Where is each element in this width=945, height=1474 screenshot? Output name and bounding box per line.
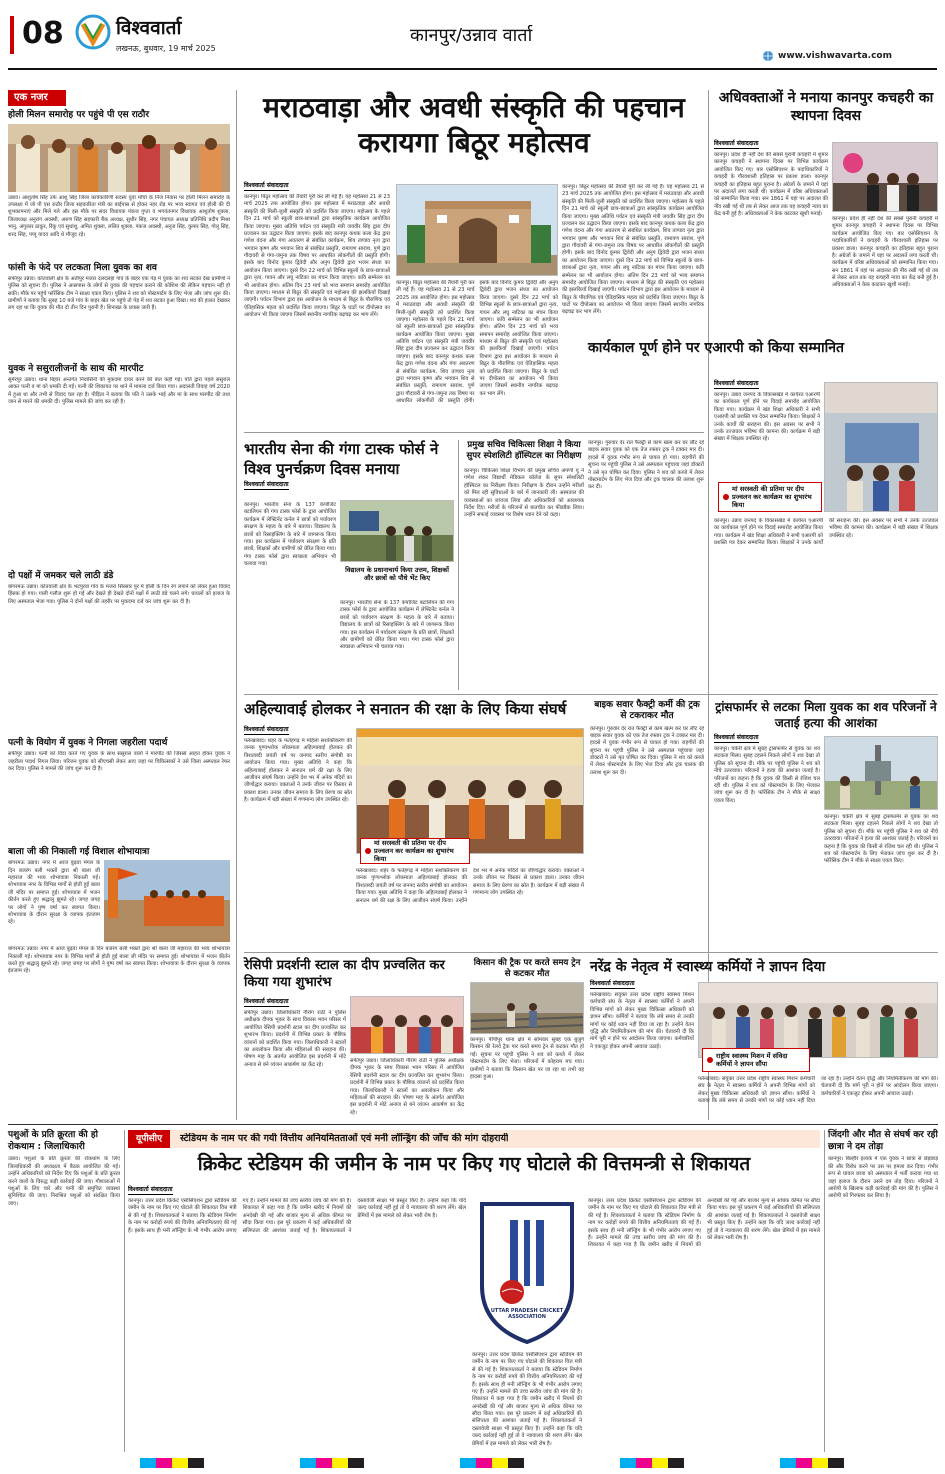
s1-body: उन्नाव। आशुतोष सिंह उर्फ आशु सिंह जिला कार्यकारिणी सदस्य युवा मोर्चा के निज निवास पर होली मिलन समारोह के उपलक्ष्य में जो पी एस राठौर जिला सहकारिता मंत्री का बाईपास से होकर नहर रोड़ पर भव्य स्वागत एवं होली की दी शुभकामनाएं और मिले गले और इस मौके पर सदर विधायक पंकज गुप्ता व भगवंतनगर विधायक आशुतोष शुक्ला, जिलाध्यक्ष अनुराग अवस्थी, अरुण सिंह सहकारी बैंक अध्यक्ष, सुधीर सिंह, नगर पंचायत अध्यक्ष प्रतिनिधि प्रदीप मिश्रा भानु, अंगुल्तर ठाकुर, रिंकू एवं सुधांशु, अमित शुक्ला, ललित शुक्ला, पंकज अवस्थी, अनुज सिंह, कुमार सिंह, गोलू सिंह, शरद सिंह, पप्पू यादव आदि थे मौजूद रहे। (8, 194, 230, 238)
stall-byline: विश्ववार्ता संवाददाता (244, 998, 289, 1007)
caption-bullet-icon (707, 1057, 713, 1063)
holkar-photo (356, 728, 584, 854)
army-photo (340, 500, 454, 562)
holkar-caption: मां सरस्वती की प्रतिमा पर दीप प्रज्वलन कर कार्यक्रम का शुभारंभ किया (360, 838, 470, 864)
cricket-body-left: कानपुर। उत्तर प्रदेश क्रिकेट एसोसिएशन द्वारा स्टेडियम की जमीन के नाम पर किए गए घोटाले की शिकायत वित्त मंत्री से की गई है। शिकायतकर्ता ने बताया कि स्टेडियम निर्माण के नाम पर करोड़ों रुपये की वित्तीय अनियमितताएं की गई हैं। इसके साथ ही मनी लॉन्ड्रिंग के भी गंभीर आरोप लगाए गए हैं। उन्होंने मामले की उच्च स्तरीय जांच की मांग की है। शिकायत में कहा गया है कि जमीन खरीद में नियमों की अनदेखी की गई और बाजार मूल्य से अधिक कीमत पर सौदा किया गया। इस पूरे प्रकरण में कई अधिकारियों की संलिप्तता की आशंका जताई गई है। शिकायतकर्ता ने दस्तावेजी साक्ष्य भी प्रस्तुत किए हैं। उन्होंने कहा कि यदि जल्द कार्रवाई नहीं हुई तो वे न्यायालय की शरण लेंगे। खेल प्रेमियों में इस मामले को लेकर भारी रोष है। (128, 1198, 466, 1234)
masthead (0, 0, 945, 80)
s5-body: सफीपुर उन्नाव। पत्नी को विदा करने गए युवक के साथ ससुराल वालों ने मारपीट की जिससे आहत होकर युवक ने जहरीला पदार्थ निगल लिया। परिजन युवक को सीएचसी लेकर आए जहां पर चिकित्सकों ने उसे जिला अस्पताल रेफर कर दिया। पुलिस ने मामले की जांच शुरू कर दी है। (8, 751, 230, 772)
brand-name: विश्ववार्ता (116, 17, 182, 39)
truck-body-top: कानपुर। गुरुवार देर रात फैक्ट्री से काम खत्म कर घर लौट रहे बाइक सवार युवक को एक तेज रफ्तार ट्रक ने टक्कर मार दी। हादसे में युवक गंभीर रूप से घायल हो गया। राहगीरों की सूचना पर पहुंची पुलिस ने उसे अस्पताल पहुंचाया जहां डॉक्टरों ने उसे मृत घोषित कर दिया। पुलिस ने शव को कब्जे में लेकर पोस्टमार्टम के लिए भेज दिया और ट्रक चालक की तलाश शुरू कर दी। (588, 440, 704, 491)
truck-story-top (588, 440, 704, 690)
lead-body-col3: कानपुर। बिठूर महोत्सव की तैयारी पूरी कर ली गई हैं। यह महोत्सव 21 से 23 मार्च 2025 तक आयोजित होगा। इस महोत्सव में मराठवाड़ा और अवधी संस्कृति की मिली-जुली संस्कृति को प्रदर्शित किया जाएगा। महोत्सव के पहले दिन 21 मार्च को स्कूली छात्र-छात्राओं द्वारा सांस्कृतिक कार्यक्रम आयोजित किया जाएगा। मुख्य अतिथि पर्यटन एवं संस्कृति मंत्री जयवीर सिंह द्वारा दीप प्रज्वलन कर उद्घाटन किया जाएगा। इसके बाद कानपुर कथक कला केंद्र द्वारा गणेश वंदना और गंगा अवतरण से संबंधित कार्यक्रम, शिव ताण्डव नृत्य द्वारा भगवान कृष्ण और भगवान शिव से संबंधित प्रस्तुति, रामायण सारांश, पुणे द्वारा गौदावरी से गंगा-जमुना तक विषय पर आधारित लोकगीतों की प्रस्तुति होगी। इसके बाद विनोद कुमार द्विवेदी और अनुप द्विवेदी द्वारा भजन संध्या का आयोजन किया जाएगा। दूसरे दिन 22 मार्च को विभिन्न स्कूलों के छात्र-छात्राओं द्वारा नृत्य, गायन और लघु नाटिका का मंचन किया जाएगा। कवि सम्मेलन का भी आयोजन होगा। अंतिम दिन 23 मार्च को भव्य समापन समारोह आयोजित किया जाएगा। माध्यम से बिठूर की संस्कृति एवं महोत्सव की झलकियाँ दिखाई जाएंगी। पर्यटन विभाग द्वारा इस आयोजन के माध्यम से बिठूर के पौराणिक एवं ऐतिहासिक महत्व को प्रदर्शित किया जाएगा। बिठूर के घाटों पर दीपोत्सव का आयोजन भी किया जाएगा जिसमें स्थानीय नागरिक बढ़चढ़ कर भाग लेंगे। (562, 184, 704, 316)
transformer-title: ट्रांसफार्मर से लटका मिला युवक का शव परिजनों ने जताई हत्या की आशंका (715, 700, 937, 730)
health-title: नरेंद्र के नेतृत्व में स्वास्थ्य कर्मियों ने ज्ञापन दिया (590, 959, 826, 975)
lead-photo (396, 184, 558, 276)
cricket-body-right: कानपुर। उत्तर प्रदेश क्रिकेट एसोसिएशन द्वारा स्टेडियम की जमीन के नाम पर किए गए घोटाले की शिकायत वित्त मंत्री से की गई है। शिकायतकर्ता ने बताया कि स्टेडियम निर्माण के नाम पर करोड़ों रुपये की वित्तीय अनियमितताएं की गई हैं। इसके साथ ही मनी लॉन्ड्रिंग के भी गंभीर आरोप लगाए गए हैं। उन्होंने मामले की उच्च स्तरीय जांच की मांग की है। शिकायत में कहा गया है कि जमीन खरीद में नियमों की अनदेखी की गई और बाजार मूल्य से अधिक कीमत पर सौदा किया गया। इस पूरे प्रकरण में कई अधिकारियों की संलिप्तता की आशंका जताई गई है। शिकायतकर्ता ने दस्तावेजी साक्ष्य भी प्रस्तुत किए हैं। उन्होंने कहा कि यदि जल्द कार्रवाई नहीं हुई तो वे न्यायालय की शरण लेंगे। खेल प्रेमियों में इस मामले को लेकर भारी रोष है। (588, 1198, 820, 1249)
color-strip (140, 1458, 204, 1468)
adhivakta-byline: विश्ववार्ता संवाददाता (714, 140, 759, 149)
farmer-title: किसान की ट्रैक पर करते समय ट्रेन से कटकर मौत (473, 958, 581, 980)
s4-title: दो पक्षों में जमकर चले लाठी डंडे (8, 570, 114, 581)
s3-title: युवक ने ससुरालीजनों के साथ की मारपीट (8, 363, 144, 374)
animal-body: उन्नाव। पशुओं के प्रति क्रूरता की रोकथाम के लिए जिलाधिकारी की अध्यक्षता में बैठक आयोजित की गई। उन्होंने अधिकारियों को निर्देश दिए कि पशुओं के प्रति क्रूरता करने वालों के विरुद्ध कड़ी कार्रवाई की जाए। गौशालाओं में पशुओं के लिए चारे और पानी की समुचित व्यवस्था सुनिश्चित की जाए। निराश्रित पशुओं को संरक्षित किया जाए। (8, 1156, 120, 1207)
army-caption: विद्यालय के प्रधानाचार्य किया उत्तम, शिक्षकों और छात्रों को पौधे भेंट किए (345, 566, 449, 583)
color-strip (620, 1458, 684, 1468)
health-body-lower: फर्रुखाबाद। संयुक्त उत्तर प्रदेश राष्ट्रीय स्वास्थ्य मिशन कर्मचारी संघ के नेतृत्व में स्वास्थ्य कर्मियों ने अपनी विभिन्न मांगों को लेकर मुख्य चिकित्सा अधिकारी को ज्ञापन सौंपा। कर्मियों ने बताया कि लंबे समय से उनकी मांगों पर कोई ध्यान नहीं दिया जा रहा है। उन्होंने वेतन वृद्धि और नियमितीकरण की मांग की। चेतावनी दी कि मांगें पूरी न होने पर आंदोलन किया जाएगा। कर्मचारियों ने एकजुट होकर अपनी आवाज उठाई। (698, 1076, 938, 1105)
transformer-story (714, 700, 938, 950)
stall-body-col2: सफीपुर उन्नाव। जिलाधिकारी गौरांग राठी ने पुलिस अधीक्षक दीपक भूकर के साथ विकास भवन परिसर में आयोजित रेसिपी प्रदर्शनी स्टाल का दीप प्रज्वलित कर शुभारंभ किया। प्रदर्शनी में विभिन्न प्रकार के पौष्टिक व्यंजनों को प्रदर्शित किया गया। जिलाधिकारी ने स्टालों का अवलोकन किया और महिलाओं की सराहना की। पोषण माह के अंतर्गत आयोजित इस प्रदर्शनी में मोटे अनाज से बने व्यंजन आकर्षण का केंद्र रहे। (350, 1058, 464, 1116)
health-photo (698, 982, 938, 1058)
lead-title: मराठवाड़ा और अवधी संस्कृति की पहचान करायगा बिठूर महोत्सव (263, 91, 685, 159)
farmer-story (470, 958, 584, 1118)
arp-body: कानपुर। उन्नाव जनपद के विकासखंड में कार्यरत एआरपी का कार्यकाल पूर्ण होने पर विदाई समारोह आयोजित किया गया। कार्यक्रम में खंड शिक्षा अधिकारी ने सभी एआरपी को प्रशस्ति पत्र देकर सम्मानित किया। शिक्षकों ने उनके कार्यों की सराहना की। इस अवसर पर सभी ने उनके उज्जवल भविष्य की कामना की। कार्यक्रम में बड़ी संख्या में शिक्षक उपस्थित रहे। (714, 392, 820, 443)
s3-body: सुमेरपुर उन्नाव। थाना बिहार अन्तर्गत निवासिनी की मुकदमा दायर करने की बात कही गई। पति द्वारा पहले ससुराल आकर पत्नी व मां को धमकी दी गई। पत्नी की शिकायत पर थाने में मामला दर्ज किया गया। अदालती विवाह वर्ष 2020 में हुआ था और तभी से विवाद चल रहा है। पीड़िता ने बताया कि पति ने उसके भाई और मां के साथ मारपीट की तथा जान से मारने की धमकी दी। पुलिस मामले की जांच कर रही है। (8, 376, 230, 406)
holkar-body-lower: फर्रुखाबाद। शहर के फतेहगढ़ में महिला सशक्तिकरण की जनक पुण्यश्लोक लोकमाता अहिल्याबाई होलकर की त्रिशताब्दी जयंती वर्ष पर जनपद स्तरीय संगोष्ठी का आयोजन किया गया। मुख्य अतिथि ने कहा कि अहिल्याबाई होलकर ने सनातन धर्म की रक्षा के लिए आजीवन संघर्ष किया। उन्होंने देश भर में अनेक मंदिरों का जीर्णोद्धार कराया। वक्ताओं ने उनके जीवन पर विस्तार से प्रकाश डाला। उनका जीवन समाज के लिए प्रेरणा का स्रोत है। कार्यक्रम में बड़ी संख्या में गणमान्य लोग उपस्थित रहे। (356, 868, 584, 904)
page-number: 08 (22, 16, 64, 51)
transformer-body: कानपुर। चकेरी क्षेत्र में सुबह ट्रांसफार्मर से युवक का शव लटकता मिला। सुबह टहलने निकले लोगों ने शव देखा तो पुलिस को सूचना दी। मौके पर पहुंची पुलिस ने शव को नीचे उतरवाया। परिजनों ने हत्या की आशंका जताई है। परिजनों का कहना है कि युवक की किसी से रंजिश चल रही थी। पुलिस ने शव को पोस्टमार्टम के लिए भेजकर जांच शुरू कर दी है। फॉरेंसिक टीम ने मौके से साक्ष्य एकत्र किए। (714, 746, 820, 804)
health-caption: राष्ट्रीय स्वास्थ्य मिशन में संविदा कर्मियों ने ज्ञापन सौंपा (702, 1048, 810, 1072)
army-body-col2: कानपुर। भारतीय सेना के 137 कंपोजिट बटालियन की गंगा टास्क फोर्स के द्वारा आयोजित कार्यक्रम में लेफ्टिनेंट कर्नल ने छात्रों को पर्यावरण संरक्षण के महत्व के बारे में बताया। विद्यालय के छात्रों को रिसाइक्लिंग के बारे में जागरूक किया गया। इस कार्यक्रम में पर्यावरण संरक्षण के प्रति छात्रों, शिक्षकों और ग्रामीणों को प्रेरित किया गया। गंगा टास्क फोर्स द्वारा स्वच्छता अभियान भी चलाया गया। (340, 600, 454, 651)
color-strip (460, 1458, 524, 1468)
arp-byline: विश्ववार्ता संवाददाता (714, 380, 759, 389)
website-link[interactable]: www.vishwavarta.com (778, 51, 892, 61)
stall-photo (350, 996, 464, 1054)
cricket-title: क्रिकेट स्टेडियम की जमीन के नाम पर किए गए घोटाले की वित्तमन्त्री से शिकायत (197, 1153, 751, 1175)
transformer-body-col2: कानपुर। चकेरी क्षेत्र में सुबह ट्रांसफार्मर से युवक का शव लटकता मिला। सुबह टहलने निकले लोगों ने शव देखा तो पुलिस को सूचना दी। मौके पर पहुंची पुलिस ने शव को नीचे उतरवाया। परिजनों ने हत्या की आशंका जताई है। परिजनों का कहना है कि युवक की किसी से रंजिश चल रही थी। पुलिस ने शव को पोस्टमार्टम के लिए भेजकर जांच शुरू कर दी है। फॉरेंसिक टीम ने मौके से साक्ष्य एकत्र किए। (824, 814, 938, 865)
adhivakta-body-col2: कानपुर। प्रदेश ही नहीं देश की सबसे पुरानी कचहरी में शुमार कानपुर कचहरी ने स्थापना दिवस पर विभिन्न कार्यक्रम आयोजित किए गए। बार एसोसिएशन के पदाधिकारियों ने कचहरी के गौरवशाली इतिहास पर प्रकाश डाला। कानपुर कचहरी का इतिहास बहुत पुराना है। अंग्रेजों के जमाने में यहां पर अदालतें लगा करती थीं। कार्यक्रम में वरिष्ठ अधिवक्ताओं को सम्मानित किया गया। सन 1861 में यहां पर अदालत की नींव रखी गई थी तब से लेकर आज तक यह कचहरी न्याय का केंद्र बनी हुई है। अधिवक्ताओं ने केक काटकर खुशी मनाई। (832, 216, 938, 289)
animal-story (8, 1130, 120, 1452)
army-title: भारतीय सेना की गंगा टास्क फोर्स ने विश्व पुनर्चक्रण दिवस मनाया (244, 440, 439, 478)
section-title: कानपुर/उन्नाव वार्ता (410, 25, 533, 46)
army-body: कानपुर। भारतीय सेना के 137 कंपोजिट बटालियन की गंगा टास्क फोर्स के द्वारा आयोजित कार्यक्रम में लेफ्टिनेंट कर्नल ने छात्रों को पर्यावरण संरक्षण के महत्व के बारे में बताया। विद्यालय के छात्रों को रिसाइक्लिंग के बारे में जागरूक किया गया। इस कार्यक्रम में पर्यावरण संरक्षण के प्रति छात्रों, शिक्षकों और ग्रामीणों को प्रेरित किया गया। गंगा टास्क फोर्स द्वारा स्वच्छता अभियान भी चलाया गया। (244, 502, 336, 567)
holkar-title: अहिल्यावाई होलकर ने सनातन की रक्षा के लिए किया संघर्ष (244, 700, 567, 718)
health-byline: विश्ववार्ता संवाददाता (590, 980, 635, 989)
cricket-byline: विश्ववार्ता संवाददाता (128, 1186, 173, 1195)
ek-nazar-label: एक नजर (8, 90, 66, 106)
dateline: लखनऊ, बुधवार, 19 मार्च 2025 (116, 44, 216, 53)
adhivakta-story (714, 90, 938, 334)
health-body: फर्रुखाबाद। संयुक्त उत्तर प्रदेश राष्ट्रीय स्वास्थ्य मिशन कर्मचारी संघ के नेतृत्व में स्वास्थ्य कर्मियों ने अपनी विभिन्न मांगों को लेकर मुख्य चिकित्सा अधिकारी को ज्ञापन सौंपा। कर्मियों ने बताया कि लंबे समय से उनकी मांगों पर कोई ध्यान नहीं दिया जा रहा है। उन्होंने वेतन वृद्धि और नियमितीकरण की मांग की। चेतावनी दी कि मांगें पूरी न होने पर आंदोलन किया जाएगा। कर्मचारियों ने एकजुट होकर अपनी आवाज उठाई। (590, 992, 694, 1050)
farmer-photo (470, 982, 584, 1034)
stall-title: रेसिपी प्रदर्शनी स्टाल का दीप प्रज्वलित कर किया गया शुभारंभ (244, 958, 445, 990)
caption-bullet-icon (365, 848, 371, 854)
caption-bullet-icon (723, 494, 729, 500)
upca-strip (128, 1130, 820, 1148)
globe-icon (762, 50, 774, 65)
color-strip (300, 1458, 364, 1468)
lead-body-col2: कानपुर। बिठूर महोत्सव की तैयारी पूरी कर ली गई हैं। यह महोत्सव 21 से 23 मार्च 2025 तक आयोजित होगा। इस महोत्सव में मराठवाड़ा और अवधी संस्कृति की मिली-जुली संस्कृति को प्रदर्शित किया जाएगा। महोत्सव के पहले दिन 21 मार्च को स्कूली छात्र-छात्राओं द्वारा सांस्कृतिक कार्यक्रम आयोजित किया जाएगा। मुख्य अतिथि पर्यटन एवं संस्कृति मंत्री जयवीर सिंह द्वारा दीप प्रज्वलन कर उद्घाटन किया जाएगा। इसके बाद कानपुर कथक कला केंद्र द्वारा गणेश वंदना और गंगा अवतरण से संबंधित कार्यक्रम, शिव ताण्डव नृत्य द्वारा भगवान कृष्ण और भगवान शिव से संबंधित प्रस्तुति, रामायण सारांश, पुणे द्वारा गौदावरी से गंगा-जमुना तक विषय पर आधारित लोकगीतों की प्रस्तुति होगी। इसके बाद विनोद कुमार द्विवेदी और अनुप द्विवेदी द्वारा भजन संध्या का आयोजन किया जाएगा। दूसरे दिन 22 मार्च को विभिन्न स्कूलों के छात्र-छात्राओं द्वारा नृत्य, गायन और लघु नाटिका का मंचन किया जाएगा। कवि सम्मेलन का भी आयोजन होगा। अंतिम दिन 23 मार्च को भव्य समापन समारोह आयोजित किया जाएगा। माध्यम से बिठूर की संस्कृति एवं महोत्सव की झलकियाँ दिखाई जाएंगी। पर्यटन विभाग द्वारा इस आयोजन के माध्यम से बिठूर के पौराणिक एवं ऐतिहासिक महत्व को प्रदर्शित किया जाएगा। बिठूर के घाटों पर दीपोत्सव का आयोजन भी किया जाएगा जिसमें स्थानीय नागरिक बढ़चढ़ कर भाग लेंगे। (396, 280, 558, 404)
animal-title: पशुओं के प्रति क्रूरता की हो रोकथाम : जिलाधिकारी (8, 1130, 98, 1152)
upca-label: यूपीसीए (128, 1130, 170, 1148)
stall-body: सफीपुर उन्नाव। जिलाधिकारी गौरांग राठी ने पुलिस अधीक्षक दीपक भूकर के साथ विकास भवन परिसर में आयोजित रेसिपी प्रदर्शनी स्टाल का दीप प्रज्वलित कर शुभारंभ किया। प्रदर्शनी में विभिन्न प्रकार के पौष्टिक व्यंजनों को प्रदर्शित किया गया। जिलाधिकारी ने स्टालों का अवलोकन किया और महिलाओं की सराहना की। पोषण माह के अंतर्गत आयोजित इस प्रदर्शनी में मोटे अनाज से बने व्यंजन आकर्षण का केंद्र रहे। (244, 1010, 346, 1068)
hospital-title: प्रमुख सचिव चिकित्सा शिक्षा ने किया सुपर स्पेशलिटी हॉस्पिटल का निरीक्षण (466, 440, 582, 462)
s6-body-continued: बांगरमऊ उन्नाव। नगर में आज बुढ़वा मंगल के दिन बजरंग बली भक्तों द्वारा श्री बाला जी महाराज की भव्य शोभायात्रा निकाली गई। शोभायात्रा नगर के विभिन्न मार्गों से होती हुई बाला जी मंदिर पर समाप्त हुई। शोभायात्रा में भजन कीर्तन करते हुए श्रद्धालु झूमते रहे। जगह जगह पर लोगों ने पुष्प वर्षा कर स्वागत किया। शोभायात्रा के दौरान सुरक्षा के व्यापक इंतजाम रहे। (8, 946, 230, 975)
s1-title: होली मिलन समारोह पर पहुंचे पी एस राठौर (8, 109, 150, 120)
upca-logo-text: UTTAR PRADESH CRICKET ASSOCIATION (490, 1308, 564, 1320)
farmer-body: कानपुर। पीपीपुर थाना क्षेत्र में सोमवार सुबह एक बुजुर्ग किसान की रेलवे ट्रैक पार करते समय ट्रेन से कटकर मौत हो गई। सूचना पर पहुंची पुलिस ने शव को कब्जे में लेकर पोस्टमार्टम के लिए भेजा। परिजनों में कोहराम मच गया। ग्रामीणों ने बताया कि किसान खेत पर जा रहा था तभी यह हादसा हुआ। (470, 1037, 584, 1080)
upca-kicker: स्टेडियम के नाम पर की गयी वित्तीय अनियमितताओं एवं मनी लॉन्ड्रिंग की जाँच की मांग दोहरायी (180, 1132, 509, 1144)
arp-photo (824, 382, 938, 512)
s5-title: पत्नी के वियोग में युवक ने निगला जहरीला पदार्थ (8, 738, 168, 749)
life-story (828, 1130, 938, 1452)
health-story (590, 958, 938, 1118)
s2-title: फांसी के फंदे पर लटकता मिला युवक का शव (8, 262, 157, 273)
color-strip (780, 1458, 844, 1468)
lead-byline: विश्ववार्ता संवाददाता (244, 182, 289, 191)
s1-photo (8, 124, 230, 192)
lead-body-col1: कानपुर। बिठूर महोत्सव की तैयारी पूरी कर ली गई हैं। यह महोत्सव 21 से 23 मार्च 2025 तक आयोजित होगा। इस महोत्सव में मराठवाड़ा और अवधी संस्कृति की मिली-जुली संस्कृति को प्रदर्शित किया जाएगा। महोत्सव के पहले दिन 21 मार्च को स्कूली छात्र-छात्राओं द्वारा सांस्कृतिक कार्यक्रम आयोजित किया जाएगा। मुख्य अतिथि पर्यटन एवं संस्कृति मंत्री जयवीर सिंह द्वारा दीप प्रज्वलन कर उद्घाटन किया जाएगा। इसके बाद कानपुर कथक कला केंद्र द्वारा गणेश वंदना और गंगा अवतरण से संबंधित कार्यक्रम, शिव ताण्डव नृत्य द्वारा भगवान कृष्ण और भगवान शिव से संबंधित प्रस्तुति, रामायण सारांश, पुणे द्वारा गौदावरी से गंगा-जमुना तक विषय पर आधारित लोकगीतों की प्रस्तुति होगी। इसके बाद विनोद कुमार द्विवेदी और अनुप द्विवेदी द्वारा भजन संध्या का आयोजन किया जाएगा। दूसरे दिन 22 मार्च को विभिन्न स्कूलों के छात्र-छात्राओं द्वारा नृत्य, गायन और लघु नाटिका का मंचन किया जाएगा। कवि सम्मेलन का भी आयोजन होगा। अंतिम दिन 23 मार्च को भव्य समापन समारोह आयोजित किया जाएगा। माध्यम से बिठूर की संस्कृति एवं महोत्सव की झलकियाँ दिखाई जाएंगी। पर्यटन विभाग द्वारा इस आयोजन के माध्यम से बिठूर के पौराणिक एवं ऐतिहासिक महत्व को प्रदर्शित किया जाएगा। बिठूर के घाटों पर दीपोत्सव का आयोजन भी किया जाएगा जिसमें स्थानीय नागरिक बढ़चढ़ कर भाग लेंगे। (244, 194, 390, 318)
s2-body: सफीपुर उन्नाव। कोतवाली क्षेत्र के अतीपुर मजरा दलदलहा गांव के बाहर एक पेड़ में युवक का शव लटका देख ग्रामीणों ने पुलिस को सूचना दी। पुलिस ने आसपास के लोगों से युवक की पहचान कराने की कोशिश की लेकिन पहचान नहीं हो सकी। मौके पर पहुंचे फॉरेंसिक टीम ने साक्ष्य एकत्र किए। पुलिस ने शव को पोस्टमार्टम के लिए भेजा और जांच शुरू की। ग्रामीणों ने बताया कि सुबह 10 बजे गांव के बाहर खेत पर पहुंचे तो पेड़ में शव लटका हुआ दिखा। शव की हालत देखकर लग रहा था कि युवक की मौत दो तीन दिन पुरानी है। शिनाख्त के प्रयास जारी हैं। (8, 275, 230, 312)
s6-body: बांगरमऊ उन्नाव। नगर में आज बुढ़वा मंगल के दिन बजरंग बली भक्तों द्वारा श्री बाला जी महाराज की भव्य शोभायात्रा निकाली गई। शोभायात्रा नगर के विभिन्न मार्गों से होती हुई बाला जी मंदिर पर समाप्त हुई। शोभायात्रा में भजन कीर्तन करते हुए श्रद्धालु झूमते रहे। जगह जगह पर लोगों ने पुष्प वर्षा कर स्वागत किया। शोभायात्रा के दौरान सुरक्षा के व्यापक इंतजाम रहे। (8, 860, 100, 926)
truck-body: कानपुर। गुरुवार देर रात फैक्ट्री से काम खत्म कर घर लौट रहे बाइक सवार युवक को एक तेज रफ्तार ट्रक ने टक्कर मार दी। हादसे में युवक गंभीर रूप से घायल हो गया। राहगीरों की सूचना पर पहुंची पुलिस ने उसे अस्पताल पहुंचाया जहां डॉक्टरों ने उसे मृत घोषित कर दिया। पुलिस ने शव को कब्जे में लेकर पोस्टमार्टम के लिए भेज दिया और ट्रक चालक की तलाश शुरू कर दी। (590, 725, 704, 776)
transformer-photo (824, 736, 938, 810)
arp-caption: मां सरस्वती की प्रतिमा पर दीप प्रज्वलन कर कार्यक्रम का शुभारंभ किया (718, 482, 822, 512)
lead-story (244, 88, 704, 428)
brand-logo-icon (75, 14, 111, 53)
army-byline: विश्ववार्ता संवाददाता (244, 481, 289, 490)
adhivakta-body: कानपुर। प्रदेश ही नहीं देश की सबसे पुरानी कचहरी में शुमार कानपुर कचहरी ने स्थापना दिवस पर विभिन्न कार्यक्रम आयोजित किए गए। बार एसोसिएशन के पदाधिकारियों ने कचहरी के गौरवशाली इतिहास पर प्रकाश डाला। कानपुर कचहरी का इतिहास बहुत पुराना है। अंग्रेजों के जमाने में यहां पर अदालतें लगा करती थीं। कार्यक्रम में वरिष्ठ अधिवक्ताओं को सम्मानित किया गया। सन 1861 में यहां पर अदालत की नींव रखी गई थी तब से लेकर आज तक यह कचहरी न्याय का केंद्र बनी हुई है। अधिवक्ताओं ने केक काटकर खुशी मनाई। (714, 152, 828, 217)
truck-story (590, 700, 704, 950)
holkar-story (244, 700, 584, 950)
arp-body-lower: कानपुर। उन्नाव जनपद के विकासखंड में कार्यरत एआरपी का कार्यकाल पूर्ण होने पर विदाई समारोह आयोजित किया गया। कार्यक्रम में खंड शिक्षा अधिकारी ने सभी एआरपी को प्रशस्ति पत्र देकर सम्मानित किया। शिक्षकों ने उनके कार्यों की सराहना की। इस अवसर पर सभी ने उनके उज्जवल भविष्य की कामना की। कार्यक्रम में बड़ी संख्या में शिक्षक उपस्थित रहे। (714, 518, 938, 547)
adhivakta-photo (832, 142, 938, 212)
cricket-body-under-logo: कानपुर। उत्तर प्रदेश क्रिकेट एसोसिएशन द्वारा स्टेडियम की जमीन के नाम पर किए गए घोटाले की शिकायत वित्त मंत्री से की गई है। शिकायतकर्ता ने बताया कि स्टेडियम निर्माण के नाम पर करोड़ों रुपये की वित्तीय अनियमितताएं की गई हैं। इसके साथ ही मनी लॉन्ड्रिंग के भी गंभीर आरोप लगाए गए हैं। उन्होंने मामले की उच्च स्तरीय जांच की मांग की है। शिकायत में कहा गया है कि जमीन खरीद में नियमों की अनदेखी की गई और बाजार मूल्य से अधिक कीमत पर सौदा किया गया। इस पूरे प्रकरण में कई अधिकारियों की संलिप्तता की आशंका जताई गई है। शिकायतकर्ता ने दस्तावेजी साक्ष्य भी प्रस्तुत किए हैं। उन्होंने कहा कि यदि जल्द कार्रवाई नहीं हुई तो वे न्यायालय की शरण लेंगे। खेल प्रेमियों में इस मामले को लेकर भारी रोष है। (472, 1352, 582, 1447)
holkar-body: फर्रुखाबाद। शहर के फतेहगढ़ में महिला सशक्तिकरण की जनक पुण्यश्लोक लोकमाता अहिल्याबाई होलकर की त्रिशताब्दी जयंती वर्ष पर जनपद स्तरीय संगोष्ठी का आयोजन किया गया। मुख्य अतिथि ने कहा कि अहिल्याबाई होलकर ने सनातन धर्म की रक्षा के लिए आजीवन संघर्ष किया। उन्होंने देश भर में अनेक मंदिरों का जीर्णोद्धार कराया। वक्ताओं ने उनके जीवन पर विस्तार से प्रकाश डाला। उनका जीवन समाज के लिए प्रेरणा का स्रोत है। कार्यक्रम में बड़ी संख्या में गणमान्य लोग उपस्थित रहे। (244, 738, 352, 803)
life-body: कानपुर। बिल्हौर इलाके में एक युवक ने छात्रा से छेड़छाड़ की और विरोध करने पर उस पर हमला कर दिया। गंभीर रूप से घायल छात्रा को अस्पताल में भर्ती कराया गया था जहां इलाज के दौरान उसने दम तोड़ दिया। परिजनों ने आरोपी के खिलाफ कड़ी कार्रवाई की मांग की है। पुलिस ने आरोपी को गिरफ्तार कर लिया है। (828, 1156, 938, 1200)
s6-photo (104, 860, 230, 942)
upca-logo (472, 1196, 582, 1346)
army-story (244, 440, 454, 690)
arp-title: कार्यकाल पूर्ण होने पर एआरपी को किया सम्मानित (588, 340, 844, 356)
hospital-body: कानपुर। चिकित्सा शिक्षा विभाग की प्रमुख सचिव अपर्णा यू ने गणेश शंकर विद्यार्थी मेडिकल कॉलेज के सुपर स्पेशलिटी हॉस्पिटल का निरीक्षण किया। निरीक्षण के दौरान उन्होंने मरीजों को मिल रही सुविधाओं के बारे में जानकारी ली। अस्पताल की व्यवस्थाओं का जायजा लिया और अधिकारियों को आवश्यक निर्देश दिए। मरीजों के परिजनों से बातचीत कर फीडबैक लिया। उन्होंने सफाई व्यवस्था पर विशेष ध्यान देने को कहा। (464, 468, 584, 519)
transformer-byline: विश्ववार्ता संवाददाता (714, 734, 759, 743)
stall-story (244, 958, 464, 1118)
truck-title: बाइक सवार फैक्ट्री कर्मी की ट्रक से टकराकर मौत (594, 700, 700, 722)
life-title: जिंदगी और मौत से संघर्ष कर रही छात्रा ने दम तोड़ा (828, 1130, 938, 1152)
cricket-story (128, 1186, 820, 1452)
sidebar (8, 90, 230, 1118)
s4-body: बांगरमऊ उन्नाव। कोतवाली क्षेत्र के भटपुरवा गांव के मजरा सिरसार पुर में होली के दिन रंग लगाने को लेकर हुआ विवाद हिंसक हो गया। गाली गलौज शुरू हो गई और देखते ही देखते दोनों पक्षों में लाठी डंडे चलने लगे। घायलों को इलाज के लिए अस्पताल भेजा गया। पुलिस ने दोनों पक्षों की तहरीर पर मुकदमा दर्ज कर जांच शुरू कर दी है। (8, 584, 230, 605)
s6-title: बाला जी की निकाली गई विशाल शोभायात्रा (8, 847, 150, 858)
hospital-story (464, 440, 584, 690)
holkar-byline: विश्ववार्ता संवाददाता (244, 726, 289, 735)
adhivakta-title: अधिवक्ताओं ने मनाया कानपुर कचहरी का स्थापना दिवस (718, 90, 934, 124)
